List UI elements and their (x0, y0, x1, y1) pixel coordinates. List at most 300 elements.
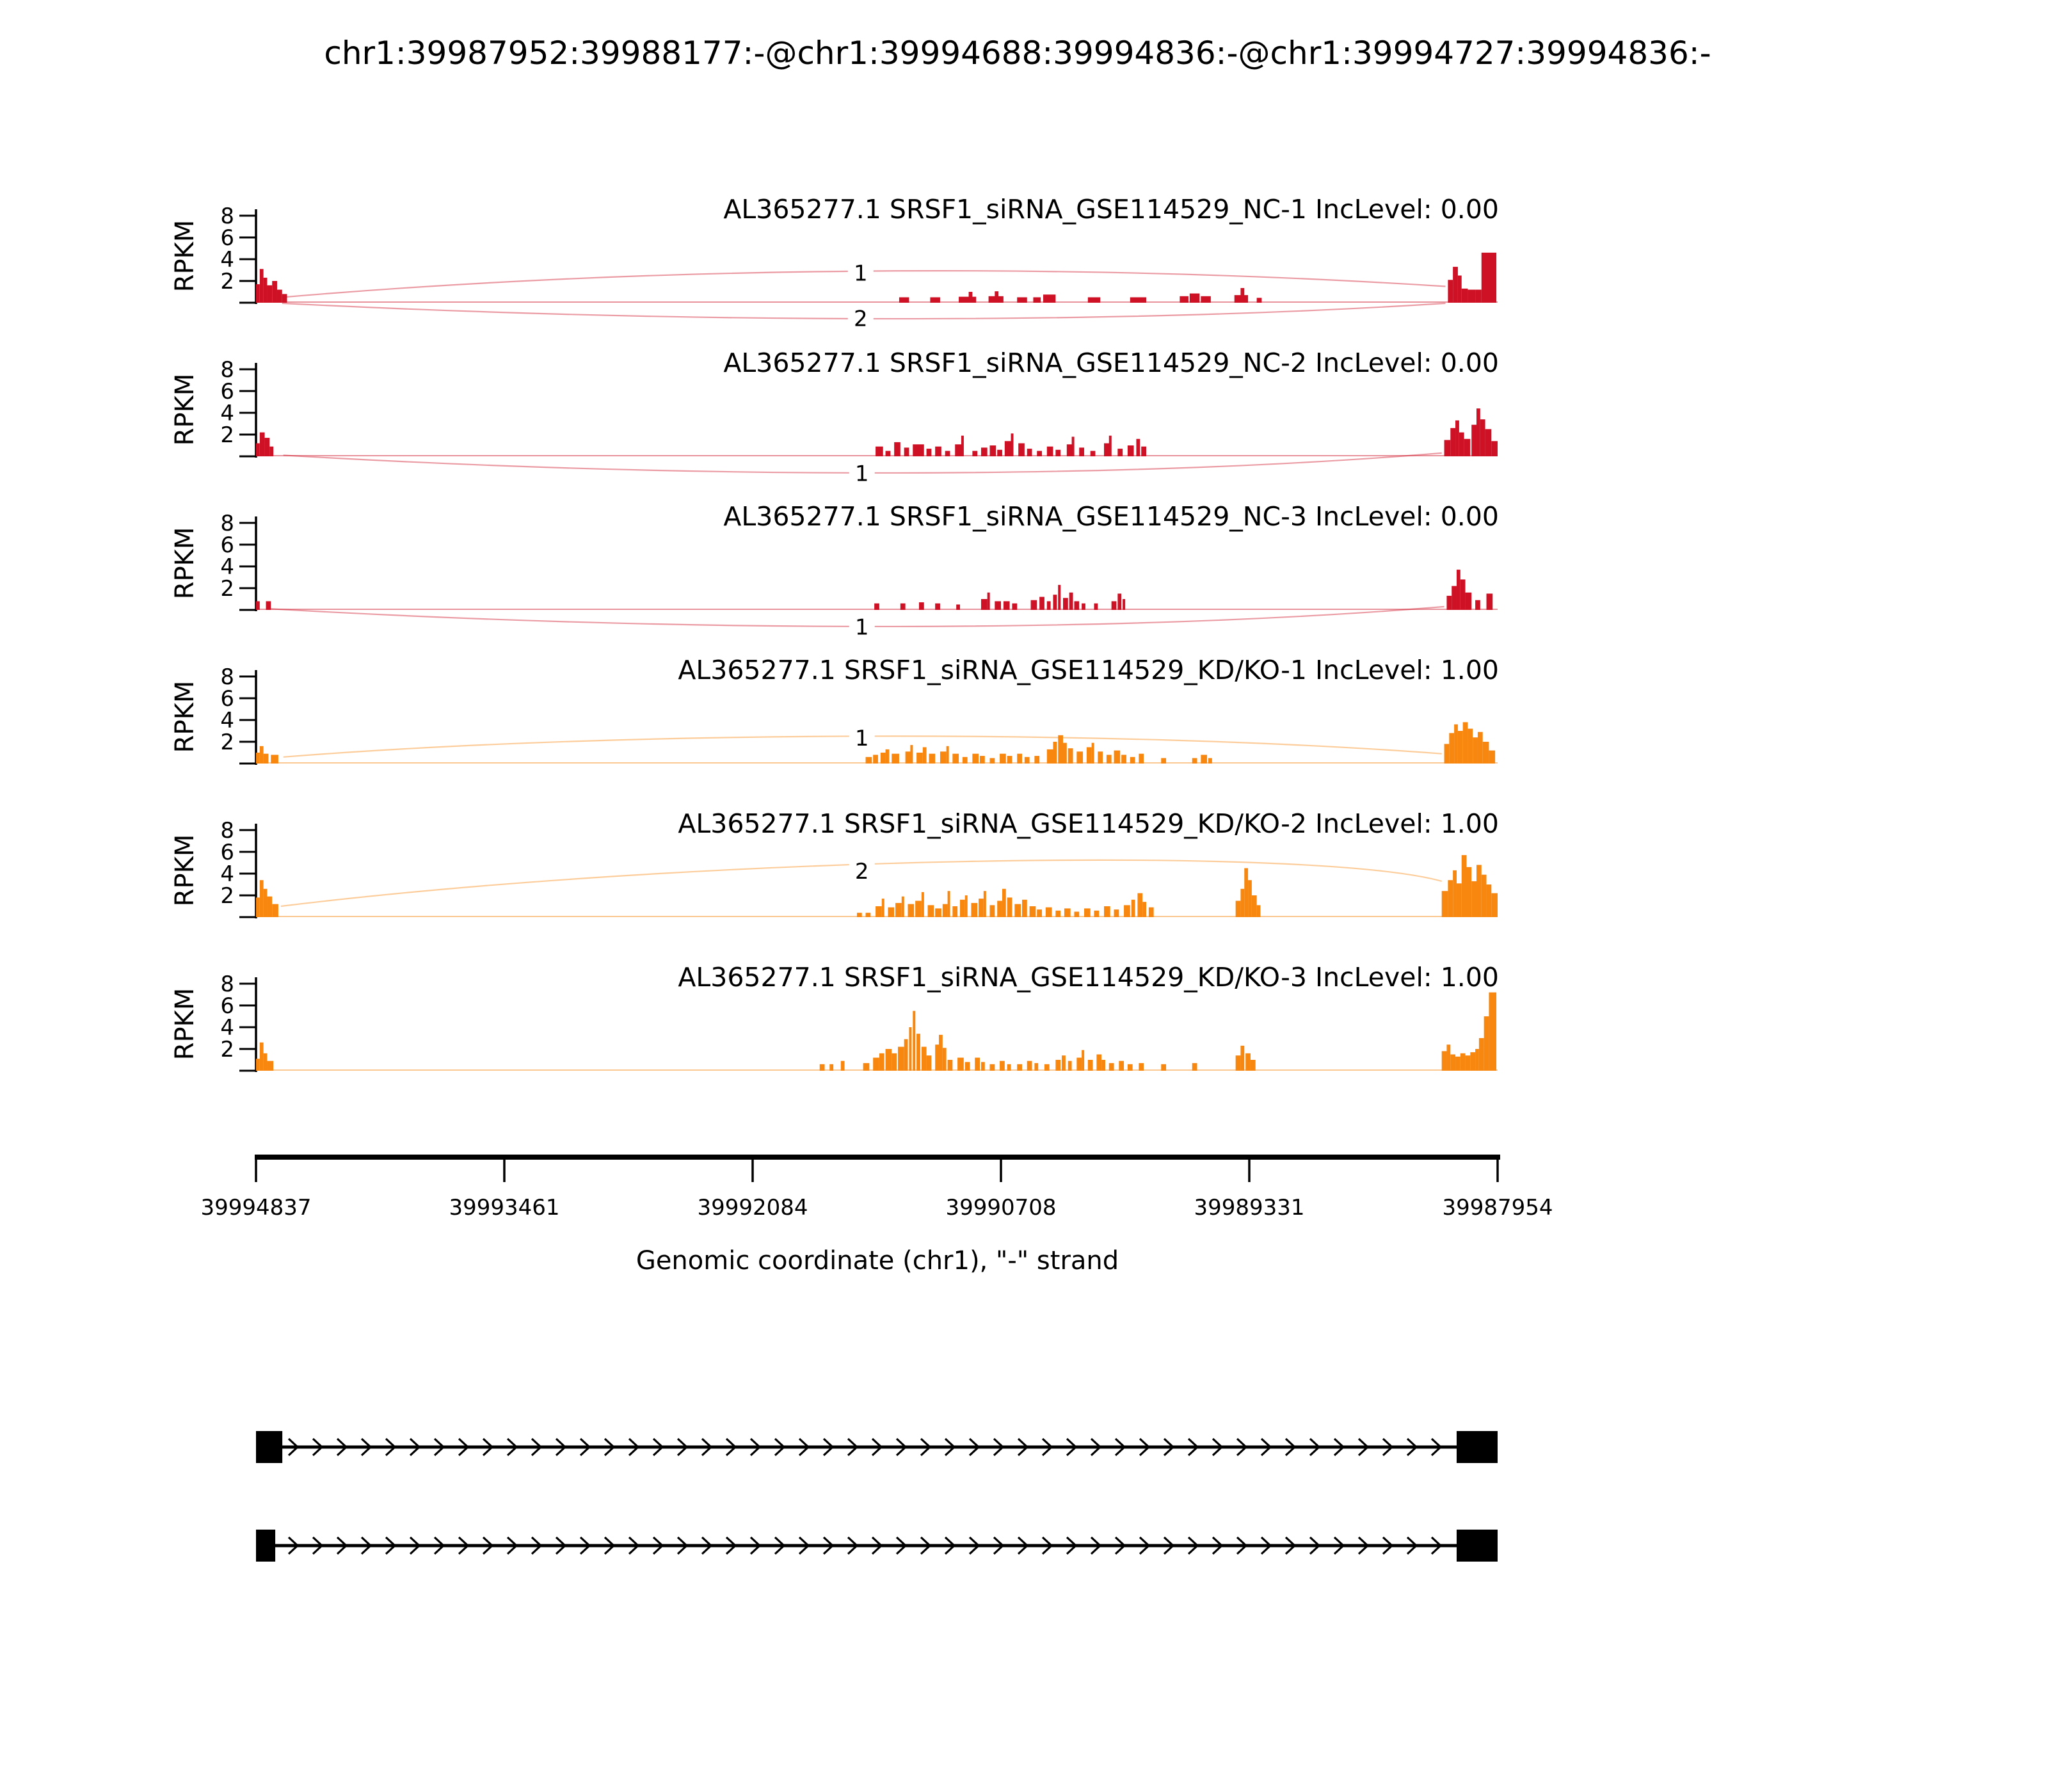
coverage-bar (260, 1043, 264, 1071)
y-axis-title: RPKM (170, 373, 200, 446)
coverage-bar (1475, 290, 1482, 303)
coverage-bar (1491, 441, 1498, 456)
coverage-bar (267, 285, 272, 303)
coverage-bar (1123, 599, 1125, 610)
y-tick-label: 2 (220, 1037, 234, 1062)
coverage-bar (1062, 1055, 1066, 1071)
junction-read-count: 1 (854, 726, 869, 752)
track-title: AL365277.1 SRSF1_siRNA_GSE114529_KD/KO-1 IncLevel: 1.00 (678, 655, 1499, 685)
coverage-bar (1449, 733, 1454, 764)
coverage-bar (1252, 895, 1257, 917)
coverage-bar (988, 593, 990, 610)
coverage-bar (1096, 1055, 1101, 1071)
coverage-bar (1124, 905, 1130, 917)
junction-read-count: 1 (854, 614, 869, 641)
coverage-bar (1101, 1060, 1105, 1071)
coverage-bar (1007, 756, 1012, 764)
coverage-bar (1018, 444, 1025, 456)
coverage-bar (945, 451, 950, 457)
coverage-bar (943, 904, 948, 917)
coverage-bar (1468, 729, 1473, 764)
coverage-bar (1128, 445, 1134, 456)
coverage-bar (1161, 758, 1166, 764)
coverage-bar (1446, 1044, 1450, 1071)
coverage-bar (1043, 294, 1055, 303)
coverage-bar (959, 297, 976, 303)
coverage-bar (1180, 296, 1188, 303)
coverage-bar (963, 757, 968, 764)
coverage-bar (1201, 755, 1207, 764)
coverage-bar (1007, 897, 1012, 917)
y-tick-label: 2 (220, 269, 234, 294)
coverage-bar (882, 899, 884, 917)
coverage-bar (1458, 731, 1463, 764)
coverage-bar (1479, 1038, 1484, 1071)
y-tick-label: 4 (220, 861, 234, 887)
y-tick-label: 6 (220, 532, 234, 558)
coverage-bar (927, 1055, 932, 1071)
coverage-bar (1094, 911, 1100, 917)
coverage-bar (1058, 585, 1060, 610)
coverage-bar (1069, 593, 1073, 610)
coverage-bar (1094, 604, 1098, 610)
coverage-bar (1240, 288, 1244, 303)
coverage-bar (1139, 754, 1144, 764)
coverage-bar (1470, 1052, 1475, 1071)
coverage-bar (1034, 1063, 1038, 1071)
coverage-bar (1466, 593, 1472, 610)
coverage-bar (1480, 419, 1485, 456)
y-tick-label: 4 (220, 708, 234, 733)
x-axis-layer (200, 1155, 1553, 1276)
coverage-bar (1190, 294, 1200, 303)
coverage-bar (1068, 1061, 1072, 1071)
coverage-bar (1141, 447, 1146, 456)
coverage-bar (820, 1064, 825, 1071)
coverage-bar (256, 753, 260, 764)
coverage-bar (927, 449, 932, 456)
coverage-bar (1455, 420, 1459, 456)
coverage-bar (873, 755, 878, 764)
coverage-bar (1030, 906, 1036, 917)
coverage-bar (1068, 748, 1073, 764)
coverage-bar (881, 753, 886, 764)
coverage-bar (1136, 439, 1140, 456)
coverage-bar (1121, 755, 1126, 764)
coverage-bar (895, 903, 902, 917)
coverage-bar (876, 906, 882, 917)
coverage-bar (930, 298, 940, 303)
y-tick-label: 6 (220, 379, 234, 404)
coverage-bar (898, 1047, 904, 1071)
coverage-bar (886, 1049, 892, 1071)
coverage-bar (919, 602, 924, 610)
coverage-bar (984, 891, 986, 917)
coverage-bar (900, 604, 906, 610)
coverage-bar (1084, 908, 1091, 917)
coverage-bar (913, 1011, 915, 1071)
coverage-bar (909, 1027, 911, 1071)
coverage-bar (980, 756, 985, 764)
coverage-bar (997, 450, 1002, 456)
coverage-bar (1000, 1061, 1005, 1071)
coverage-bar (272, 904, 278, 917)
coverage-bar (886, 451, 891, 457)
coverage-bar (1489, 751, 1495, 764)
y-tick-label: 2 (220, 576, 234, 602)
coverage-bar (1091, 451, 1096, 457)
coverage-bar (264, 754, 269, 764)
coverage-bar (1236, 1055, 1241, 1071)
coverage-bar (1487, 594, 1493, 611)
coverage-bar (1462, 855, 1467, 917)
junction-read-count: 1 (853, 260, 868, 287)
coverage-bar (1119, 1061, 1124, 1071)
coverage-bar (256, 897, 260, 917)
coverage-bar (1104, 906, 1110, 917)
y-tick-label: 8 (220, 511, 234, 536)
coverage-bar (1446, 596, 1452, 610)
coverage-bar (1476, 408, 1480, 456)
coverage-bar (1053, 742, 1057, 764)
coverage-bar (1079, 447, 1084, 456)
coverage-bar (1027, 1061, 1032, 1071)
coverage-bar (1482, 253, 1496, 303)
coverage-bar (1027, 449, 1032, 456)
coverage-bar (913, 444, 924, 456)
coverage-bar (960, 900, 965, 917)
figure-title: chr1:39987952:39988177:-@chr1:39994688:39994836:-@chr1:39994727:39994836:- (324, 35, 1711, 72)
coverage-bar (981, 599, 988, 610)
y-tick-label: 8 (220, 972, 234, 997)
coverage-bar (264, 278, 268, 303)
coverage-bar (1017, 298, 1027, 303)
coverage-bar (1128, 1064, 1133, 1071)
coverage-bar (879, 1053, 884, 1071)
coverage-track-3 (170, 501, 1499, 642)
coverage-bar (1482, 875, 1487, 917)
coverage-bar (929, 754, 935, 764)
coverage-bar (892, 1053, 897, 1071)
coverage-bar (1455, 1057, 1460, 1071)
transcript-2 (256, 1530, 1498, 1562)
coverage-bar (975, 1058, 980, 1071)
coverage-bar (904, 447, 909, 456)
coverage-bar (1109, 436, 1112, 456)
coverage-bar (1442, 1051, 1447, 1071)
junction-read-count: 2 (853, 306, 868, 332)
coverage-bar (1087, 748, 1092, 764)
coverage-bar (939, 1035, 943, 1071)
coverage-bar (1039, 597, 1044, 610)
coverage-bar (1004, 601, 1010, 610)
coverage-bar (1011, 433, 1014, 456)
coverage-bar (997, 901, 1002, 918)
coverage-bar (866, 913, 871, 917)
coverage-bar (260, 880, 264, 917)
track-title: AL365277.1 SRSF1_siRNA_GSE114529_NC-1 IncLevel: 0.00 (723, 194, 1499, 225)
coverage-bar (922, 892, 924, 917)
y-tick-label: 8 (220, 818, 234, 844)
coverage-bar (956, 605, 960, 611)
coverage-bar (947, 746, 949, 764)
coverage-bar (264, 1053, 268, 1071)
coverage-bar (922, 1047, 927, 1071)
coverage-bar (1161, 1064, 1166, 1071)
track-title: AL365277.1 SRSF1_siRNA_GSE114529_NC-3 IncLevel: 0.00 (723, 501, 1499, 532)
y-axis-title: RPKM (170, 220, 200, 292)
coverage-bar (1064, 908, 1071, 917)
coverage-bar (873, 1058, 879, 1071)
coverage-bar (1487, 884, 1492, 917)
gene-model-layer (256, 1431, 1498, 1562)
coverage-bar (940, 751, 947, 764)
coverage-bar (841, 1061, 845, 1071)
coverage-bar (902, 897, 904, 917)
x-tick-label: 39989331 (1194, 1195, 1305, 1220)
coverage-bar (981, 447, 988, 456)
exon-box-right (1457, 1530, 1498, 1562)
coverage-bar (1483, 742, 1489, 764)
coverage-bar (1444, 744, 1450, 764)
coverage-bar (1082, 1050, 1084, 1071)
coverage-bar (1491, 893, 1498, 917)
coverage-bar (256, 1059, 260, 1071)
coverage-bar (952, 906, 957, 917)
coverage-bar (899, 298, 909, 303)
coverage-bar (1114, 909, 1119, 917)
coverage-track-2 (170, 348, 1499, 488)
coverage-bar (1208, 758, 1212, 764)
y-tick-label: 2 (220, 883, 234, 909)
coverage-bar (1114, 751, 1121, 764)
coverage-bar (1000, 754, 1006, 764)
x-tick-label: 39994837 (200, 1195, 312, 1220)
y-tick-label: 2 (220, 422, 234, 448)
coverage-bar (1002, 889, 1006, 917)
coverage-bar (935, 1044, 939, 1071)
y-axis-title: RPKM (170, 834, 200, 907)
coverage-bar (1130, 757, 1135, 764)
coverage-bar (1117, 594, 1121, 611)
coverage-bar (1458, 276, 1462, 303)
exon-box-left (256, 1530, 275, 1562)
coverage-bar (979, 899, 984, 917)
coverage-bar (948, 1060, 953, 1071)
coverage-bar (1149, 908, 1154, 917)
coverage-bar (1025, 757, 1030, 764)
coverage-bar (1074, 912, 1079, 918)
coverage-bar (1088, 298, 1100, 303)
coverage-bar (1055, 911, 1060, 917)
coverage-bar (1442, 891, 1448, 917)
y-axis-title: RPKM (170, 680, 200, 753)
coverage-bar (957, 1058, 964, 1071)
coverage-bar (1244, 868, 1248, 918)
coverage-bar (1453, 267, 1458, 303)
coverage-bar (1450, 1055, 1455, 1071)
coverage-bar (952, 754, 959, 764)
coverage-bar (1452, 586, 1457, 610)
coverage-bar (995, 601, 1001, 610)
y-tick-label: 2 (220, 730, 234, 755)
coverage-bar (1448, 880, 1453, 917)
coverage-bar (1467, 867, 1472, 917)
coverage-bar (1192, 758, 1197, 764)
coverage-bar (271, 755, 278, 764)
x-axis-line (255, 1155, 1500, 1160)
coverage-bar (1240, 1046, 1244, 1071)
coverage-bar (990, 758, 995, 764)
x-tick-label: 39990708 (945, 1195, 1057, 1220)
coverage-bar (1475, 1049, 1479, 1071)
coverage-bar (1471, 881, 1476, 917)
coverage-bar (1082, 604, 1085, 610)
coverage-bar (1076, 751, 1083, 764)
coverage-bar (1466, 1055, 1471, 1071)
coverage-bar (1098, 751, 1103, 764)
coverage-bar (266, 601, 271, 610)
coverage-bar (265, 438, 270, 456)
coverage-track-5 (170, 808, 1499, 918)
coverage-bar (990, 1064, 995, 1071)
coverage-bar (1117, 449, 1123, 456)
coverage-bar (923, 748, 927, 764)
coverage-bar (1055, 450, 1060, 456)
coverage-bar (1137, 893, 1142, 917)
coverage-bar (1453, 870, 1457, 917)
y-tick-label: 6 (220, 686, 234, 712)
coverage-track-1 (170, 194, 1499, 334)
coverage-bar (267, 897, 272, 917)
coverage-bar (1248, 880, 1252, 917)
coverage-bar (894, 442, 900, 456)
coverage-bar (990, 905, 995, 917)
coverage-bar (264, 889, 268, 917)
coverage-bar (1063, 743, 1067, 764)
coverage-bar (886, 749, 890, 764)
coverage-bar (1450, 428, 1455, 456)
coverage-bar (1484, 1016, 1489, 1071)
coverage-bar (1473, 737, 1478, 764)
coverage-bar (995, 291, 998, 303)
coverage-bar (1076, 1058, 1082, 1071)
coverage-bar (1245, 1053, 1251, 1071)
coverage-bar (1092, 743, 1094, 764)
coverage-bar (1033, 298, 1041, 303)
coverage-bar (1031, 600, 1037, 610)
coverage-bar (1460, 1053, 1466, 1071)
coverage-bar (1463, 722, 1468, 764)
exon-box-left (256, 1431, 282, 1463)
track-title: AL365277.1 SRSF1_siRNA_GSE114529_NC-2 IncLevel: 0.00 (723, 348, 1499, 378)
y-tick-label: 6 (220, 225, 234, 251)
coverage-bar (1201, 296, 1211, 303)
coverage-bar (971, 903, 977, 917)
coverage-bar (1468, 290, 1475, 303)
coverage-bar (965, 1062, 970, 1071)
coverage-bar (1017, 754, 1022, 764)
y-axis-title: RPKM (170, 988, 200, 1060)
coverage-bar (935, 604, 940, 610)
coverage-track-4 (170, 655, 1499, 765)
coverage-bar (935, 447, 941, 456)
coverage-bar (1460, 579, 1466, 610)
coverage-bar (1462, 289, 1468, 303)
x-tick-label: 39987954 (1442, 1195, 1553, 1220)
coverage-bar (876, 447, 883, 456)
transcript-1 (256, 1431, 1498, 1463)
coverage-bar (1074, 601, 1079, 610)
y-tick-label: 4 (220, 247, 234, 273)
coverage-bar (1112, 601, 1117, 610)
y-tick-label: 6 (220, 993, 234, 1019)
coverage-bar (1047, 601, 1051, 610)
coverage-bar (1007, 1064, 1011, 1071)
coverage-bar (267, 1061, 273, 1071)
coverage-bar (277, 290, 282, 303)
coverage-bar (972, 754, 979, 764)
coverage-bar (256, 284, 260, 303)
coverage-bar (948, 891, 950, 917)
coverage-bar (1257, 905, 1261, 917)
coverage-bar (1053, 595, 1057, 610)
coverage-bar (1046, 908, 1052, 917)
y-axis-title: RPKM (170, 527, 200, 600)
coverage-bar (981, 1062, 985, 1071)
coverage-bar (1012, 604, 1017, 610)
y-tick-label: 4 (220, 401, 234, 426)
coverage-bar (256, 601, 260, 610)
coverage-bar (1457, 883, 1462, 917)
coverage-bar (260, 746, 264, 764)
y-tick-label: 8 (220, 664, 234, 690)
coverage-bar (269, 447, 273, 456)
coverage-bar (1192, 1063, 1197, 1071)
coverage-bar (282, 294, 287, 303)
y-tick-label: 8 (220, 357, 234, 383)
coverage-bar (1457, 570, 1460, 610)
x-axis-title: Genomic coordinate (chr1), "-" strand (636, 1246, 1119, 1276)
coverage-bar (1240, 889, 1244, 917)
coverage-bar (888, 908, 894, 917)
coverage-bar (1489, 993, 1496, 1071)
coverage-bar (1034, 756, 1039, 764)
junction-read-count: 1 (854, 461, 869, 487)
track-title: AL365277.1 SRSF1_siRNA_GSE114529_KD/KO-3 IncLevel: 1.00 (678, 962, 1499, 993)
coverage-bar (857, 913, 862, 917)
coverage-bar (1132, 900, 1135, 917)
coverage-bar (892, 754, 899, 764)
coverage-bar (863, 1063, 870, 1071)
coverage-bar (969, 292, 973, 303)
coverage-bar (943, 1048, 947, 1071)
coverage-bar (1142, 902, 1146, 917)
coverage-bar (1476, 865, 1482, 917)
coverage-bar (1464, 439, 1471, 456)
coverage-bar (272, 281, 277, 303)
coverage-bar (910, 745, 913, 764)
coverage-bar (1063, 598, 1068, 610)
coverage-bar (916, 753, 923, 764)
coverage-bar (1454, 724, 1458, 764)
coverage-bar (1055, 1060, 1060, 1071)
coverage-bar (972, 451, 977, 457)
coverage-bar (908, 904, 915, 917)
coverage-bar (1475, 600, 1480, 610)
coverage-bar (874, 604, 879, 610)
coverage-bar (1037, 909, 1042, 917)
